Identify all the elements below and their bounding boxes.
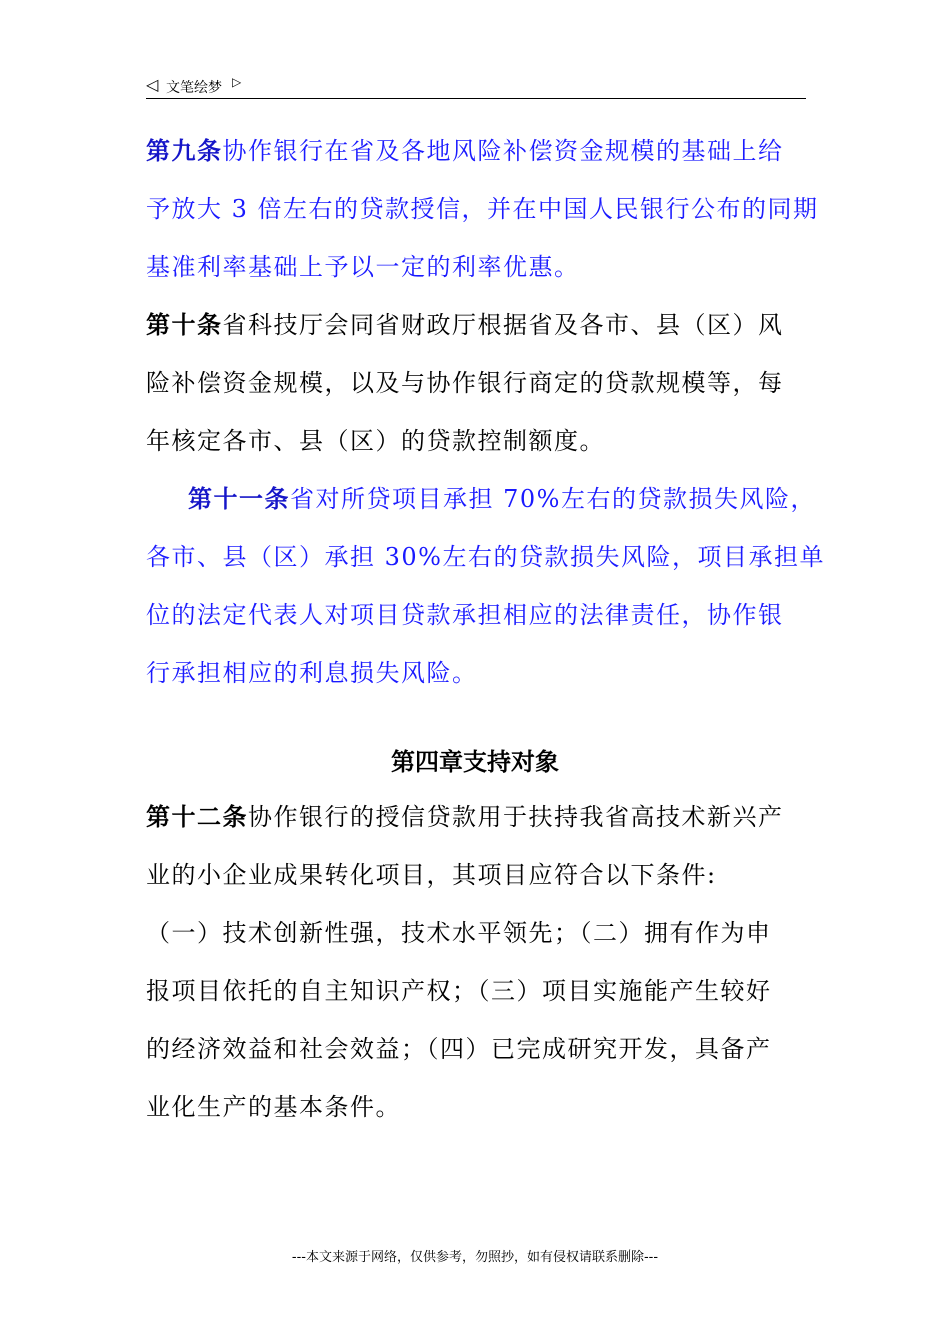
- header-brand: 文笔绘梦: [166, 80, 222, 96]
- article-11-line-4: 行承担相应的利息损失风险。: [146, 659, 478, 687]
- article-12-line-1: [146, 788, 811, 846]
- article-11-lead: 第十一条: [188, 485, 290, 513]
- triangle-left-icon: ◁: [146, 75, 159, 94]
- article-11-line-1: [146, 470, 816, 528]
- article-10: [146, 296, 811, 470]
- article-10-lead: 第十条: [146, 311, 223, 339]
- page-header: [146, 72, 806, 99]
- article-9-line-3: 基准利率基础上予以一定的利率优惠。: [146, 253, 580, 281]
- article-11-text-1: 省对所贷项目承担 70%左右的贷款损失风险，: [290, 485, 816, 513]
- article-9: [146, 122, 819, 296]
- article-11: [146, 470, 825, 702]
- article-12-line-6: 业化生产的基本条件。: [146, 1093, 401, 1121]
- article-12-text-1: 协作银行的授信贷款用于扶持我省高技术新兴产: [248, 803, 784, 831]
- article-9-line-2: 予放大 3 倍左右的贷款授信，并在中国人民银行公布的同期: [146, 195, 819, 223]
- article-9-line-1: [146, 122, 811, 180]
- article-10-text-1: 省科技厅会同省财政厅根据省及各市、县（区）风: [222, 311, 784, 339]
- article-12-lead: 第十二条: [146, 803, 248, 831]
- article-11-line-2: 各市、县（区）承担 30%左右的贷款损失风险，项目承担单: [146, 543, 825, 571]
- article-12: [146, 788, 811, 1136]
- article-12-line-5: 的经济效益和社会效益；（四）已完成研究开发，具备产: [146, 1035, 772, 1063]
- article-10-line-1: [146, 296, 811, 354]
- article-9-text-1: 协作银行在省及各地风险补偿资金规模的基础上给: [222, 137, 784, 165]
- chapter-title: 第四章支持对象: [391, 748, 559, 776]
- triangle-right-icon: ▷: [232, 75, 242, 89]
- page-footer: ---本文来源于网络，仅供参考，勿照抄，如有侵权请联系删除---: [291, 1250, 659, 1265]
- article-10-line-2: 险补偿资金规模，以及与协作银行商定的贷款规模等，每: [146, 369, 784, 397]
- article-12-line-2: 业的小企业成果转化项目，其项目应符合以下条件:: [146, 861, 717, 889]
- article-12-line-4: 报项目依托的自主知识产权；（三）项目实施能产生较好: [146, 977, 772, 1005]
- article-12-line-3: （一）技术创新性强，技术水平领先；（二）拥有作为申: [146, 919, 772, 947]
- article-9-lead: 第九条: [146, 137, 223, 165]
- article-10-line-3: 年核定各市、县（区）的贷款控制额度。: [146, 427, 605, 455]
- article-11-line-3: 位的法定代表人对项目贷款承担相应的法律责任，协作银: [146, 601, 784, 629]
